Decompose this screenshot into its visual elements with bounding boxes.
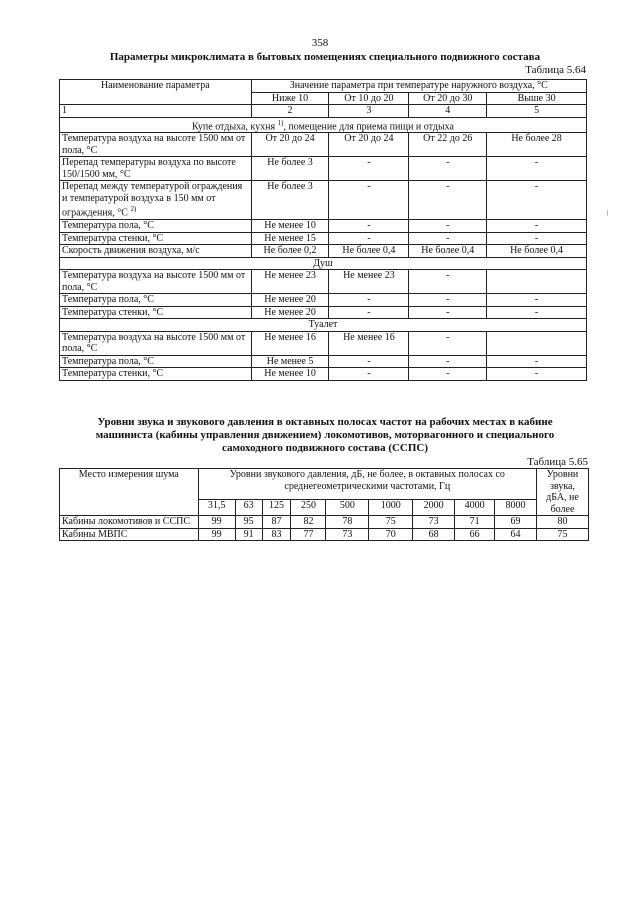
table-row [60,528,589,541]
table-row [60,516,589,529]
param-value: - [329,368,409,381]
frequency-cell: 500 [326,499,369,515]
header-temp: Выше 30 [487,92,587,105]
param-name: Перепад между температурой ограждения и температурой воздуха в 150 мм от ограждения, °С $^{2)}$ [60,181,252,220]
column-number: 4 [409,105,487,118]
param-value: - [487,368,587,381]
param-value: Не более 28 [487,133,587,157]
param-name: Температура пола, °С [60,294,252,307]
table-row [60,133,587,157]
param-value: От 20 до 24 [329,133,409,157]
level-value: 99 [198,528,235,541]
table-row [60,270,587,294]
section-title: Купе отдыха, кухня $^{1)}$, помещение для приема пищи и отдыха [60,117,587,133]
table-header-row [60,469,589,500]
dba-value: 75 [536,528,588,541]
level-value: 95 [235,516,262,529]
header-temp: От 10 до 20 [329,92,409,105]
place-name: Кабины МВПС [60,528,199,541]
table-row [60,331,587,355]
table1-title: Параметры микроклимата в бытовых помещениях специального подвижного состава [109,51,541,63]
param-name: Температура воздуха на высоте 1500 мм от пола, °С [60,331,252,355]
frequency-cell: 8000 [495,499,537,515]
level-value: 91 [235,528,262,541]
param-value: - [487,157,587,181]
frequency-cell: 63 [235,499,262,515]
section-row [60,319,587,332]
header-sound-level: Уровни звука, дБА, не более [536,469,588,516]
level-value: 77 [291,528,326,541]
param-value: - [329,355,409,368]
param-value: - [487,294,587,307]
param-value: - [409,181,487,220]
table-row [60,220,587,233]
frequency-cell: 125 [262,499,291,515]
table-row [60,232,587,245]
header-place: Место измерения шума [60,469,199,516]
param-value: - [329,306,409,319]
table-row [60,245,587,258]
param-value: - [329,220,409,233]
level-value: 75 [369,516,413,529]
section-title: Туалет [60,319,587,332]
section-row [60,257,587,270]
table2-label: Таблица 5.65 [527,456,588,468]
param-name: Перепад температуры воздуха по высоте 150/1500 мм, °С [60,157,252,181]
param-name: Температура пола, °С [60,220,252,233]
param-value: Не более 3 [251,157,329,181]
param-name: Температура стенки, °С [60,368,252,381]
param-value: - [409,331,487,355]
noise-table [59,468,589,541]
param-value: От 22 до 26 [409,133,487,157]
param-value: Не менее 5 [251,355,329,368]
header-temp: Ниже 10 [251,92,329,105]
table-row [60,294,587,307]
level-value: 83 [262,528,291,541]
table-header-row [60,80,587,93]
frequency-cell: 2000 [413,499,455,515]
param-value: - [409,157,487,181]
param-value: Не более 0,2 [251,245,329,258]
level-value: 87 [262,516,291,529]
column-number: 2 [251,105,329,118]
table-row [60,157,587,181]
header-param: Наименование параметра [60,80,252,105]
param-value: От 20 до 24 [251,133,329,157]
param-name: Температура воздуха на высоте 1500 мм от пола, °С [60,133,252,157]
section-row [60,117,587,133]
level-value: 99 [198,516,235,529]
table-row [60,368,587,381]
level-value: 71 [455,516,495,529]
level-value: 73 [326,528,369,541]
param-value: Не более 3 [251,181,329,220]
param-value: Не менее 20 [251,294,329,307]
table-row [60,355,587,368]
page-number: 358 [311,37,329,49]
level-value: 73 [413,516,455,529]
param-value: Не менее 23 [251,270,329,294]
microclimate-table [59,79,587,381]
param-value: Не менее 10 [251,368,329,381]
param-value: - [329,232,409,245]
param-value: - [487,220,587,233]
level-value: 78 [326,516,369,529]
column-number: 3 [329,105,409,118]
param-name: Температура воздуха на высоте 1500 мм от пола, °С [60,270,252,294]
param-value: Не более 0,4 [329,245,409,258]
param-value: - [409,306,487,319]
header-temp: От 20 до 30 [409,92,487,105]
frequency-cell: 250 [291,499,326,515]
dba-value: 80 [536,516,588,529]
param-name: Температура стенки, °С [60,232,252,245]
column-number: 1 [60,105,252,118]
param-value: - [409,355,487,368]
level-value: 68 [413,528,455,541]
param-value: - [409,232,487,245]
level-value: 70 [369,528,413,541]
param-value: - [487,306,587,319]
param-value: - [409,368,487,381]
level-value: 66 [455,528,495,541]
frequency-cell: 4000 [455,499,495,515]
frequency-cell: 1000 [369,499,413,515]
param-value: Не менее 20 [251,306,329,319]
param-value [487,331,587,355]
param-value: - [409,270,487,294]
param-value: Не менее 23 [329,270,409,294]
param-value: Не более 0,4 [409,245,487,258]
table2-title: Уровни звука и звукового давления в октавных полосах частот на рабочих местах в кабине машиниста (кабины управления движением) локомотивов, моторвагонного и специального самоходного подвижного состава (ССПС) [95,416,555,454]
param-value: - [329,157,409,181]
param-value: - [487,355,587,368]
table-row [60,181,587,220]
param-value: - [487,181,587,220]
param-value: Не менее 15 [251,232,329,245]
param-value: - [329,181,409,220]
param-value: - [409,220,487,233]
param-value: Не менее 16 [251,331,329,355]
level-value: 82 [291,516,326,529]
column-number-row [60,105,587,118]
scan-mark [607,210,612,216]
param-value: Не более 0,4 [487,245,587,258]
param-value: - [409,294,487,307]
level-value: 69 [495,516,537,529]
column-number: 5 [487,105,587,118]
param-name: Скорость движения воздуха, м/с [60,245,252,258]
frequency-cell: 31,5 [198,499,235,515]
header-levels: Уровни звукового давления, дБ, не более, в октавных полосах со среднегеометрическими частотами, Гц [198,469,536,500]
param-value: Не менее 10 [251,220,329,233]
header-value: Значение параметра при температуре наружного воздуха, °С [251,80,586,93]
table-row [60,306,587,319]
place-name: Кабины локомотивов и ССПС [60,516,199,529]
param-value: Не менее 16 [329,331,409,355]
param-value: - [487,232,587,245]
section-title: Душ [60,257,587,270]
level-value: 64 [495,528,537,541]
param-name: Температура пола, °С [60,355,252,368]
table1-label: Таблица 5.64 [525,64,586,76]
param-value: - [329,294,409,307]
param-value [487,270,587,294]
param-name: Температура стенки, °С [60,306,252,319]
